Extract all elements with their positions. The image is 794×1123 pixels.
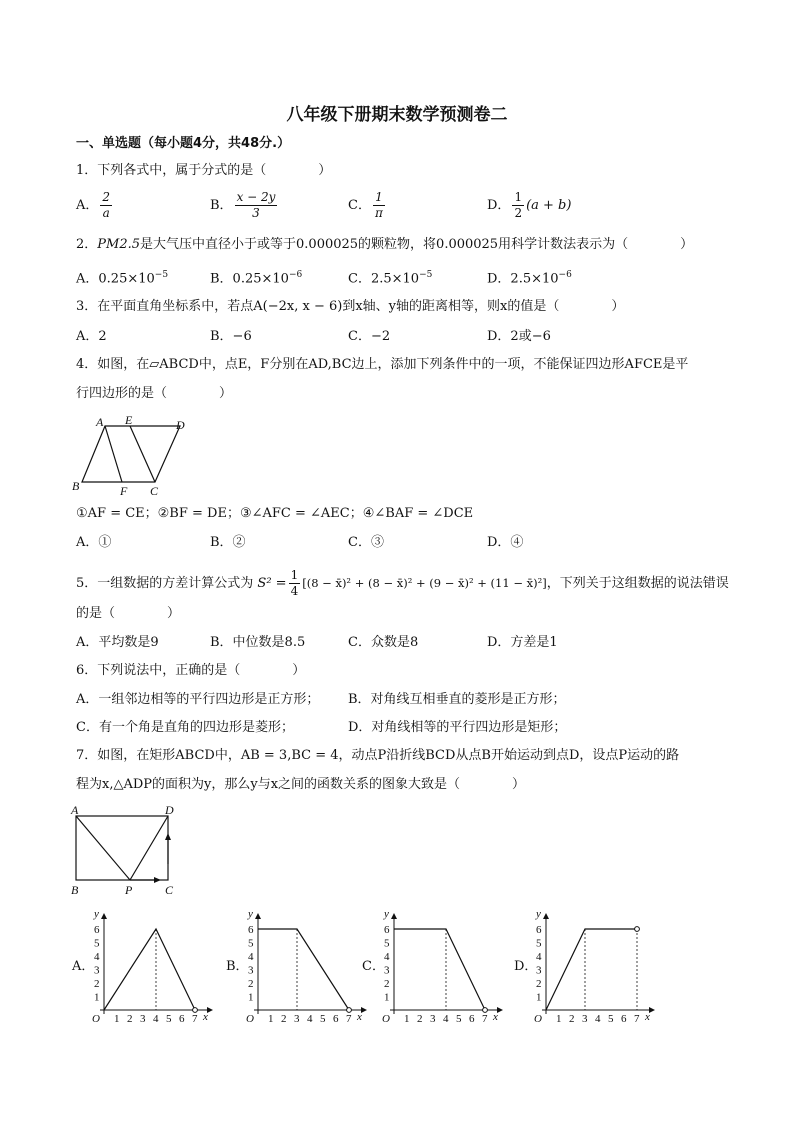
x-tick-label: 3: [140, 1013, 146, 1023]
x-tick-label: 4: [153, 1013, 159, 1023]
y-tick-label: 3: [384, 964, 390, 977]
q4-option-d[interactable]: D．④: [487, 535, 524, 550]
q2-option-b[interactable]: B．$0.25\times 10^{-6}$: [210, 270, 303, 287]
parallelogram-abcd: [82, 426, 180, 482]
q7-option-d[interactable]: D．: [514, 959, 538, 974]
q7-stem-line1: 7．如图，在矩形ABCD中，AB = 3,BC = 4，动点P沿折线BCD从点B开始运动到点D，设点P运动的路: [76, 748, 680, 763]
q2-stem: 2．PM2.5是大气压中直径小于或等于0.000025的颗粒物，将0.000025用科学计数法表示为（ ）: [76, 237, 694, 252]
segment-ap: [76, 816, 130, 880]
q6-stem: 6．下列说法中，正确的是（ ）: [76, 663, 306, 678]
y-tick-label: 4: [384, 951, 390, 963]
series-line: [394, 929, 485, 1010]
q7-graph-b[interactable]: [242, 908, 372, 1023]
x-tick-label: 3: [582, 1013, 588, 1023]
origin-label: O: [382, 1013, 390, 1023]
x-tick-label: 2: [417, 1013, 423, 1023]
x-tick-label: 6: [179, 1013, 185, 1023]
q4-parallelogram-figure: [70, 414, 200, 499]
y-axis-label: y: [536, 908, 541, 920]
point-label-b: B: [71, 883, 79, 897]
q1-option-d[interactable]: D． $\frac{1}{2}$ (a + b): [487, 190, 572, 220]
q5-option-a[interactable]: A．平均数是9: [76, 635, 159, 650]
x-axis-label: x: [203, 1011, 208, 1023]
q4-option-b[interactable]: B．②: [210, 535, 246, 550]
y-tick-label: 2: [384, 978, 390, 990]
y-axis-arrow-icon: [543, 913, 549, 919]
y-tick-label: 3: [536, 964, 542, 977]
x-axis-arrow-icon: [649, 1007, 655, 1013]
q4-stem-line1: 4．如图，在▱ABCD中，点E，F分别在AD,BC边上，添加下列条件中的一项，不能保证四边形AFCE是平: [76, 357, 689, 372]
x-tick-label: 7: [192, 1013, 198, 1023]
q4-stem-line2: 行四边形的是（ ）: [76, 386, 233, 401]
segment-ec: [130, 426, 155, 482]
y-axis-arrow-icon: [391, 913, 397, 919]
open-endpoint: [193, 1008, 198, 1013]
q5-option-b[interactable]: B．中位数是8.5: [210, 635, 306, 650]
y-tick-label: 1: [248, 991, 254, 1004]
x-tick-label: 2: [127, 1013, 133, 1023]
q5-stem-line1: 5．一组数据的方差计算公式为 S² = $\frac{1}{4}$ [(8 − x̄)² + (8 − x̄)² + (9 − x̄)² + (11 − x̄)²]，下列关于这组数据的说法错误: [76, 568, 729, 598]
point-label-b: B: [72, 479, 80, 493]
x-tick-label: 2: [281, 1013, 287, 1023]
q4-option-a[interactable]: A．①: [76, 535, 112, 550]
x-tick-label: 6: [469, 1013, 475, 1023]
point-label-c: C: [165, 883, 174, 897]
series-line: [546, 929, 637, 1010]
q3-stem: 3．在平面直角坐标系中，若点A(−2x, x − 6)到x轴、y轴的距离相等，则x的值是（ ）: [76, 299, 625, 314]
q4-option-c[interactable]: C．③: [348, 535, 384, 550]
y-tick-label: 5: [94, 937, 100, 950]
point-label-a: A: [96, 415, 104, 429]
x-tick-label: 1: [404, 1013, 410, 1023]
x-axis-label: x: [493, 1011, 498, 1023]
x-tick-label: 7: [634, 1013, 640, 1023]
y-tick-label: 6: [384, 924, 390, 936]
y-tick-label: 6: [536, 924, 542, 936]
x-tick-label: 5: [320, 1013, 326, 1023]
x-tick-label: 4: [443, 1013, 449, 1023]
open-endpoint: [635, 927, 640, 932]
q2-option-c[interactable]: C．$2.5\times 10^{-5}$: [348, 270, 433, 287]
q7-option-c[interactable]: C．: [362, 959, 385, 974]
q2-option-d[interactable]: D．$2.5\times 10^{-6}$: [487, 270, 572, 287]
q1-option-c[interactable]: C． $\frac{1}{\pi}$: [348, 190, 383, 220]
y-tick-label: 5: [536, 937, 542, 950]
q7-graph-a[interactable]: [88, 908, 218, 1023]
origin-label: O: [246, 1013, 254, 1023]
point-label-p: P: [125, 883, 133, 897]
q6-option-a[interactable]: A．一组邻边相等的平行四边形是正方形；: [76, 692, 320, 707]
q4-conditions: ①AF = CE；②BF = DE；③∠AFC = ∠AEC；④∠BAF = ∠DCE: [76, 506, 474, 521]
y-axis-label: y: [384, 908, 389, 920]
q7-rectangle-figure: [68, 804, 188, 899]
x-tick-label: 7: [346, 1013, 352, 1023]
q6-option-b[interactable]: B．对角线互相垂直的菱形是正方形；: [348, 692, 566, 707]
q7-graph-c[interactable]: [378, 908, 508, 1023]
x-tick-label: 1: [268, 1013, 274, 1023]
y-tick-label: 1: [536, 991, 542, 1004]
q6-option-c[interactable]: C．有一个角是直角的四边形是菱形；: [76, 720, 294, 735]
y-tick-label: 1: [94, 991, 100, 1004]
q2-option-a[interactable]: A．$0.25\times 10^{-5}$: [76, 270, 169, 287]
x-tick-label: 6: [333, 1013, 339, 1023]
y-tick-label: 5: [384, 937, 390, 950]
y-axis-label: y: [94, 908, 99, 920]
q6-option-d[interactable]: D．对角线相等的平行四边形是矩形；: [348, 720, 567, 735]
point-label-d: D: [176, 418, 185, 432]
x-axis-arrow-icon: [207, 1007, 213, 1013]
q3-option-b[interactable]: B．−6: [210, 329, 252, 344]
q3-option-d[interactable]: D．2或−6: [487, 329, 551, 344]
q3-option-a[interactable]: A．2: [76, 329, 107, 344]
y-tick-label: 6: [248, 924, 254, 936]
x-tick-label: 5: [166, 1013, 172, 1023]
x-tick-label: 6: [621, 1013, 627, 1023]
y-tick-label: 5: [248, 937, 254, 950]
x-axis-label: x: [645, 1011, 650, 1023]
y-tick-label: 1: [384, 991, 390, 1004]
x-tick-label: 7: [482, 1013, 488, 1023]
x-axis-label: x: [357, 1011, 362, 1023]
x-tick-label: 1: [556, 1013, 562, 1023]
q7-stem-line2: 程为x,△ADP的面积为y，那么y与x之间的函数关系的图象大致是（ ）: [76, 777, 526, 792]
page-title: 八年级下册期末数学预测卷二: [286, 105, 508, 125]
q7-graph-d[interactable]: [530, 908, 660, 1023]
q1-option-b[interactable]: B． $\frac{x - 2y}{3}$: [210, 190, 276, 220]
q7-option-a[interactable]: A．: [72, 959, 95, 974]
q1-option-a[interactable]: A． $\frac{2}{a}$: [76, 190, 111, 220]
y-tick-label: 3: [94, 964, 100, 977]
x-tick-label: 3: [294, 1013, 300, 1023]
point-label-f: F: [120, 484, 128, 498]
origin-label: O: [92, 1013, 100, 1023]
point-label-a: A: [71, 804, 79, 817]
series-line: [104, 929, 195, 1010]
q5-stem-line2: 的是（ ）: [76, 606, 181, 621]
x-axis-arrow-icon: [497, 1007, 503, 1013]
open-endpoint: [483, 1008, 488, 1013]
y-tick-label: 6: [94, 924, 100, 936]
segment-dp: [130, 816, 168, 880]
q3-option-c[interactable]: C．−2: [348, 329, 391, 344]
y-tick-label: 3: [248, 964, 254, 977]
q5-formula-body: [(8 − x̄)² + (8 − x̄)² + (9 − x̄)² + (11 − x̄)²]: [302, 576, 547, 590]
q5-option-d[interactable]: D．方差是1: [487, 635, 558, 650]
segment-af: [105, 426, 122, 482]
y-tick-label: 4: [248, 951, 254, 963]
x-tick-label: 3: [430, 1013, 436, 1023]
point-label-d: D: [165, 804, 174, 817]
y-tick-label: 4: [94, 951, 100, 963]
x-tick-label: 4: [595, 1013, 601, 1023]
q1-stem: 1．下列各式中，属于分式的是（ ）: [76, 163, 332, 178]
series-line: [258, 929, 349, 1010]
y-tick-label: 4: [536, 951, 542, 963]
x-tick-label: 1: [114, 1013, 120, 1023]
y-axis-label: y: [248, 908, 253, 920]
section-heading: 一、单选题（每小题4分，共48分.）: [76, 136, 291, 151]
point-label-e: E: [125, 414, 133, 427]
q7-option-b[interactable]: B．: [226, 959, 249, 974]
x-tick-label: 2: [569, 1013, 575, 1023]
y-tick-label: 2: [248, 978, 254, 990]
open-endpoint: [347, 1008, 352, 1013]
origin-label: O: [534, 1013, 542, 1023]
x-tick-label: 4: [307, 1013, 313, 1023]
y-axis-arrow-icon: [255, 913, 261, 919]
x-tick-label: 5: [608, 1013, 614, 1023]
q5-option-c[interactable]: C．众数是8: [348, 635, 419, 650]
x-axis-arrow-icon: [361, 1007, 367, 1013]
y-tick-label: 2: [536, 978, 542, 990]
y-tick-label: 2: [94, 978, 100, 990]
x-tick-label: 5: [456, 1013, 462, 1023]
y-axis-arrow-icon: [101, 913, 107, 919]
point-label-c: C: [150, 484, 159, 498]
q5-formula-lhs: S² =: [257, 576, 287, 591]
